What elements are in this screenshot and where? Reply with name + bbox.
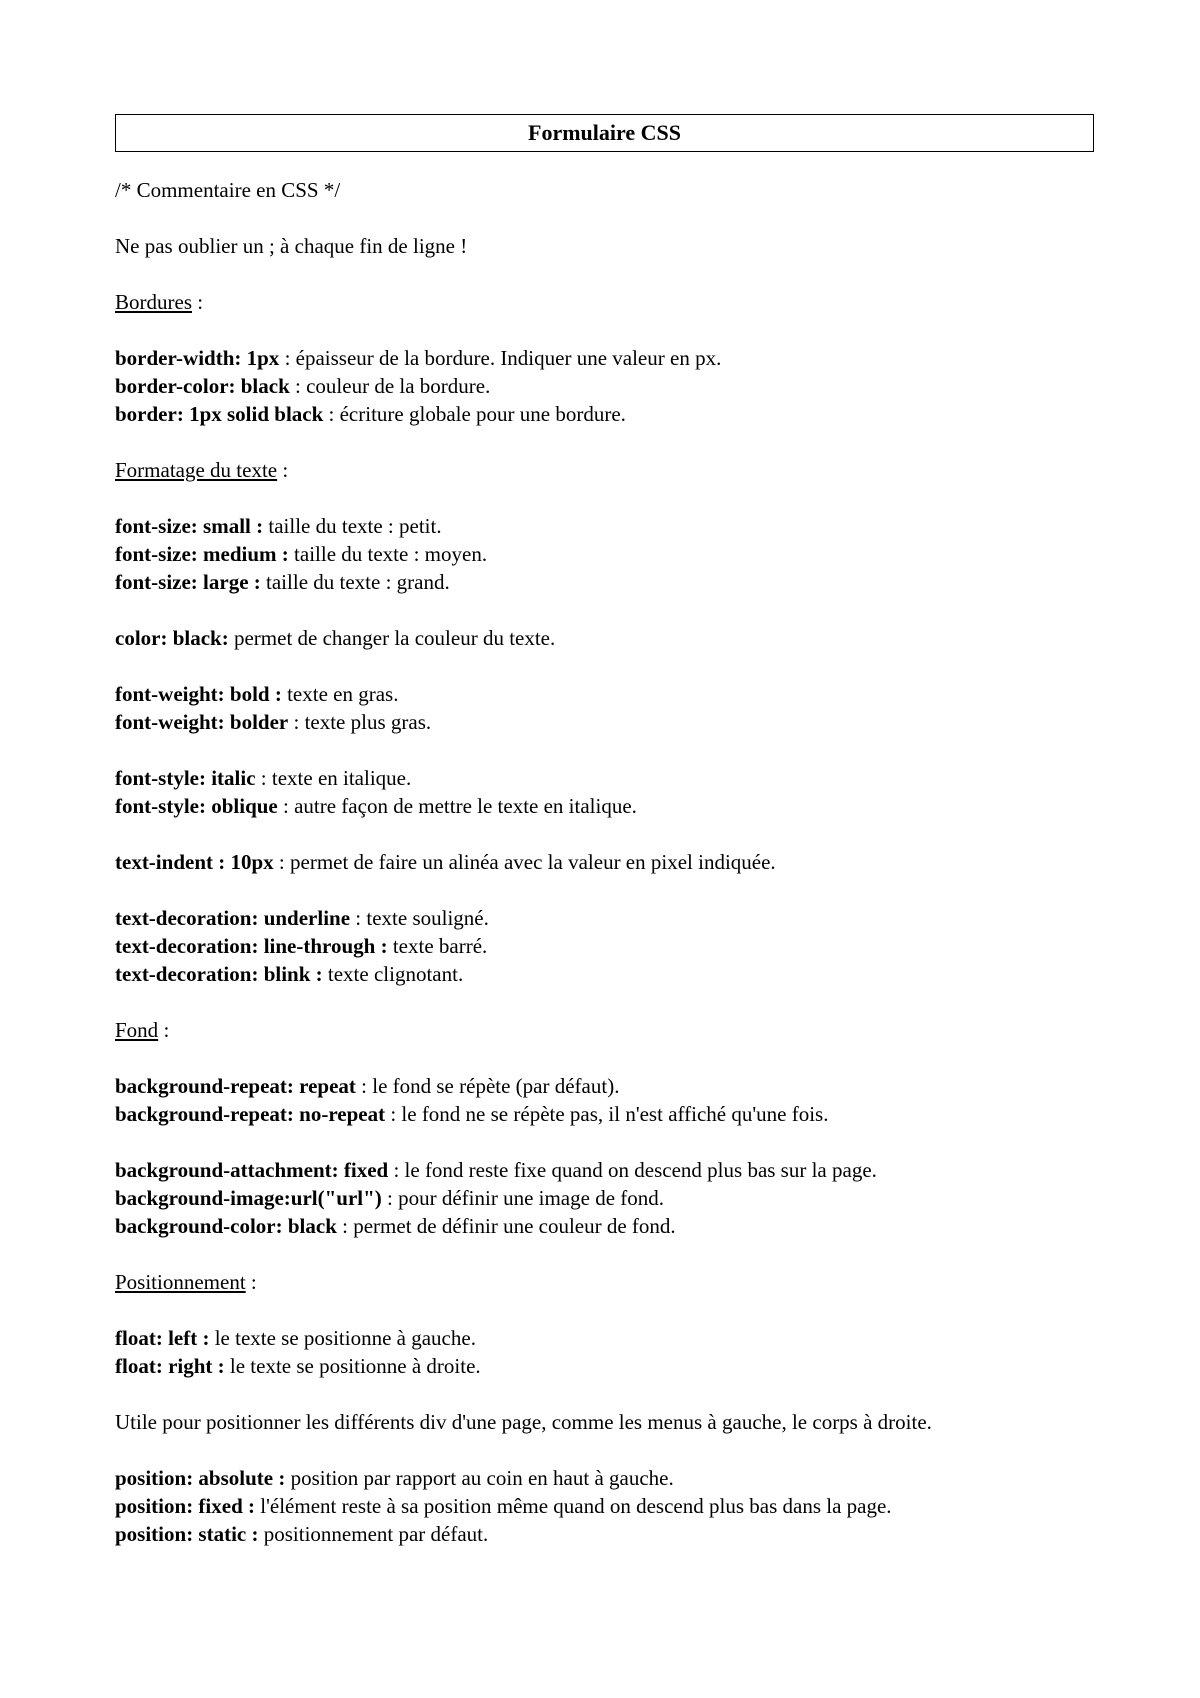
- property-description: : le fond reste fixe quand on descend plus bas sur la page.: [388, 1158, 877, 1182]
- css-property: text-indent : 10px: [115, 850, 274, 874]
- spacer: [115, 1128, 1095, 1156]
- property-description: taille du texte : grand.: [260, 570, 450, 594]
- spacer: [115, 736, 1095, 764]
- heading-suffix: :: [158, 1018, 170, 1042]
- property-description: position par rapport au coin en haut à gauche.: [285, 1466, 674, 1490]
- definition-line: [115, 568, 1095, 596]
- property-description: : le fond se répète (par défaut).: [355, 1074, 620, 1098]
- property-description: : autre façon de mettre le texte en italique.: [277, 794, 637, 818]
- css-property: font-weight: bold :: [115, 682, 282, 706]
- property-description: l'élément reste à sa position même quand on descend plus bas dans la page.: [255, 1494, 892, 1518]
- css-property: position: absolute :: [115, 1466, 286, 1490]
- property-description: positionnement par défaut.: [258, 1522, 489, 1546]
- property-description: le texte se positionne à droite.: [224, 1354, 481, 1378]
- spacer: [115, 1436, 1095, 1464]
- definition-line: [115, 1072, 1095, 1100]
- css-property: font-size: large :: [115, 570, 261, 594]
- css-property: color: black:: [115, 626, 229, 650]
- spacer: [115, 260, 1095, 288]
- property-description: texte barré.: [387, 934, 488, 958]
- property-description: : texte souligné.: [350, 906, 489, 930]
- definition-line: [115, 1156, 1095, 1184]
- definition-line: [115, 1100, 1095, 1128]
- css-property: border-color: black: [115, 374, 290, 398]
- definition-line: [115, 1352, 1095, 1380]
- definition-line: [115, 624, 1095, 652]
- css-property: position: fixed :: [115, 1494, 256, 1518]
- spacer: [115, 1240, 1095, 1268]
- page-title: Formulaire CSS: [115, 114, 1094, 152]
- section-heading-borders: [115, 288, 1095, 316]
- css-property: background-repeat: no-repeat: [115, 1102, 386, 1126]
- spacer: [115, 820, 1095, 848]
- definition-line: [115, 372, 1095, 400]
- definition-line: [115, 792, 1095, 820]
- css-property: float: left :: [115, 1326, 210, 1350]
- spacer: [115, 484, 1095, 512]
- css-property: position: static :: [115, 1522, 259, 1546]
- css-property: background-repeat: repeat: [115, 1074, 356, 1098]
- spacer: [115, 1044, 1095, 1072]
- css-property: text-decoration: blink :: [115, 962, 323, 986]
- definition-line: [115, 764, 1095, 792]
- definition-line: [115, 1464, 1095, 1492]
- spacer: [115, 652, 1095, 680]
- definition-line: [115, 540, 1095, 568]
- property-description: taille du texte : moyen.: [288, 542, 488, 566]
- spacer: [115, 596, 1095, 624]
- spacer: [115, 428, 1095, 456]
- css-property: font-style: oblique: [115, 794, 278, 818]
- property-description: : texte plus gras.: [288, 710, 432, 734]
- spacer: [115, 1380, 1095, 1408]
- property-description: : permet de définir une couleur de fond.: [336, 1214, 676, 1238]
- property-description: : couleur de la bordure.: [289, 374, 491, 398]
- spacer: [115, 876, 1095, 904]
- property-description: texte en gras.: [281, 682, 399, 706]
- definition-line: [115, 708, 1095, 736]
- definition-line: [115, 848, 1095, 876]
- css-property: background-image:url("url"): [115, 1186, 382, 1210]
- property-description: : texte en italique.: [255, 766, 412, 790]
- property-description: texte clignotant.: [322, 962, 464, 986]
- heading-text: Fond: [115, 1018, 159, 1042]
- heading-suffix: :: [192, 290, 204, 314]
- definition-line: [115, 904, 1095, 932]
- property-description: : épaisseur de la bordure. Indiquer une valeur en px.: [279, 346, 722, 370]
- section-heading-text-format: [115, 456, 1095, 484]
- definition-line: [115, 932, 1095, 960]
- property-description: : le fond ne se répète pas, il n'est affiché qu'une fois.: [385, 1102, 829, 1126]
- css-property: border-width: 1px: [115, 346, 280, 370]
- comment-line: /* Commentaire en CSS */: [115, 178, 341, 202]
- definition-line: [115, 1212, 1095, 1240]
- reminder-line: Ne pas oublier un ; à chaque fin de ligne !: [115, 234, 468, 258]
- definition-line: [115, 1492, 1095, 1520]
- property-description: le texte se positionne à gauche.: [209, 1326, 476, 1350]
- definition-line: [115, 1184, 1095, 1212]
- css-property: font-size: small :: [115, 514, 264, 538]
- property-description: : permet de faire un alinéa avec la valeur en pixel indiquée.: [273, 850, 776, 874]
- property-description: taille du texte : petit.: [263, 514, 442, 538]
- css-property: text-decoration: line-through :: [115, 934, 388, 958]
- css-property: border: 1px solid black: [115, 402, 324, 426]
- css-property: font-size: medium :: [115, 542, 289, 566]
- heading-suffix: :: [277, 458, 289, 482]
- css-property: float: right :: [115, 1354, 225, 1378]
- spacer: [115, 204, 1095, 232]
- property-description: : pour définir une image de fond.: [381, 1186, 665, 1210]
- definition-line: [115, 400, 1095, 428]
- heading-text: Positionnement: [115, 1270, 246, 1294]
- css-property: background-attachment: fixed: [115, 1158, 389, 1182]
- css-property: font-style: italic: [115, 766, 256, 790]
- heading-text: Formatage du texte: [115, 458, 278, 482]
- spacer: [115, 1296, 1095, 1324]
- section-heading-background: [115, 1016, 1095, 1044]
- definition-line: [115, 1520, 1095, 1548]
- css-property: background-color: black: [115, 1214, 337, 1238]
- spacer: [115, 316, 1095, 344]
- css-property: font-weight: bolder: [115, 710, 289, 734]
- property-description: permet de changer la couleur du texte.: [228, 626, 556, 650]
- definition-line: [115, 344, 1095, 372]
- definition-line: [115, 680, 1095, 708]
- heading-suffix: :: [245, 1270, 257, 1294]
- css-property: text-decoration: underline: [115, 906, 351, 930]
- property-description: : écriture globale pour une bordure.: [323, 402, 626, 426]
- definition-line: [115, 512, 1095, 540]
- heading-text: Bordures: [115, 290, 192, 314]
- note-line: Utile pour positionner les différents div d'une page, comme les menus à gauche, le corps à droite.: [115, 1410, 932, 1434]
- definition-line: [115, 960, 1095, 988]
- section-heading-positioning: [115, 1268, 1095, 1296]
- spacer: [115, 988, 1095, 1016]
- definition-line: [115, 1324, 1095, 1352]
